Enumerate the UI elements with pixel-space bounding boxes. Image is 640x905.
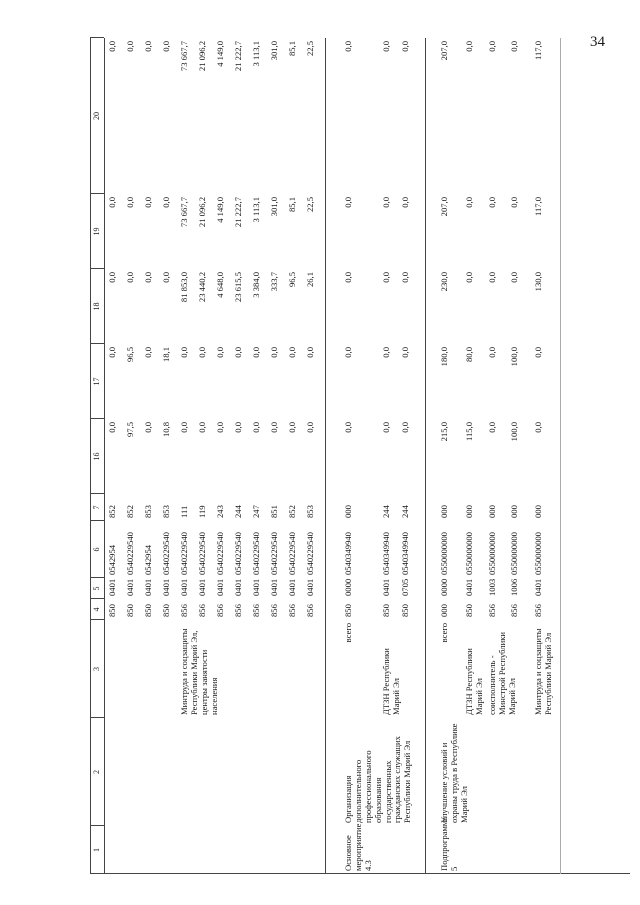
table-cell-c7: 000 — [533, 505, 543, 518]
table-cell-c20: 3 113,1 — [251, 41, 261, 67]
table-cell-c17: 0,0 — [197, 347, 207, 358]
table-cell-c20: 0,0 — [400, 41, 410, 52]
table-cell-c16: 0,0 — [400, 422, 410, 433]
table-cell-c7: 243 — [215, 505, 225, 518]
column-header: 18 — [92, 302, 101, 311]
table-cell-c19: 4 149,0 — [215, 197, 225, 223]
table-cell-c17: 0,0 — [251, 347, 261, 358]
table-cell-c1: Основное мероприятие 4.3 — [343, 823, 373, 871]
table-cell-c3: ДТЗН Республики Марий Эл — [381, 648, 401, 715]
table-cell-c5: 0401 — [251, 578, 261, 596]
table-cell-c6: 0540229540 — [197, 532, 207, 575]
table-cell-c6: 0550000000 — [533, 532, 543, 575]
table-cell-c16: 0,0 — [269, 422, 279, 433]
budget-table — [90, 38, 630, 874]
table-cell-c5: 0705 — [400, 578, 410, 596]
table-cell-c19: 301,0 — [269, 197, 279, 217]
table-cell-c20: 0,0 — [487, 41, 497, 52]
table-cell-c4: 856 — [197, 604, 207, 617]
table-cell-c4: 850 — [400, 604, 410, 617]
table-cell-c17: 0,0 — [143, 347, 153, 358]
table-cell-c17: 96,5 — [125, 347, 135, 363]
table-cell-c19: 0,0 — [343, 197, 353, 208]
table-cell-c6: 0542954 — [143, 544, 153, 575]
table-cell-c20: 207,0 — [439, 41, 449, 61]
table-cell-c5: 0401 — [197, 578, 207, 596]
table-cell-c20: 0,0 — [464, 41, 474, 52]
table-cell-c7: 853 — [143, 505, 153, 518]
table-cell-c4: 850 — [381, 604, 391, 617]
table-cell-c19: 117,0 — [533, 197, 543, 217]
table-top-border — [90, 38, 91, 874]
table-cell-c18: 23 615,5 — [233, 272, 243, 303]
table-cell-c16: 115,0 — [464, 422, 474, 442]
table-cell-c5: 0401 — [143, 578, 153, 596]
table-cell-c17: 18,1 — [161, 347, 171, 363]
table-cell-c16: 0,0 — [143, 422, 153, 433]
table-cell-c5: 0401 — [125, 578, 135, 596]
table-cell-c17: 0,0 — [487, 347, 497, 358]
table-cell-c4: 850 — [464, 604, 474, 617]
table-cell-c18: 333,7 — [269, 272, 279, 292]
table-cell-c7: 244 — [400, 505, 410, 518]
table-cell-c6: 0540349940 — [381, 532, 391, 575]
table-cell-c20: 21 096,2 — [197, 41, 207, 72]
table-cell-c5: 0000 — [343, 578, 353, 596]
table-cell-c5: 0401 — [161, 578, 171, 596]
table-cell-c3: всего — [439, 623, 449, 643]
table-cell-c5: 0401 — [533, 578, 543, 596]
table-cell-c7: 851 — [269, 505, 279, 518]
table-cell-c20: 0,0 — [381, 41, 391, 52]
table-cell-c19: 85,1 — [287, 197, 297, 213]
table-cell-c7: 000 — [439, 505, 449, 518]
header-bottom-border — [104, 38, 105, 874]
table-cell-c16: 10,8 — [161, 422, 171, 438]
table-cell-c6: 0550000000 — [439, 532, 449, 575]
table-cell-c7: 853 — [161, 505, 171, 518]
table-cell-c4: 850 — [161, 604, 171, 617]
table-cell-c2: Улучшение условий и охраны труда в Республике Марий Эл — [439, 723, 469, 823]
table-cell-c6: 0550000000 — [464, 532, 474, 575]
table-cell-c16: 0,0 — [215, 422, 225, 433]
table-cell-c4: 850 — [343, 604, 353, 617]
table-cell-c7: 000 — [343, 505, 353, 518]
table-cell-c18: 0,0 — [464, 272, 474, 283]
column-header: 19 — [92, 227, 101, 236]
table-cell-c4: 000 — [439, 604, 449, 617]
table-cell-c16: 0,0 — [381, 422, 391, 433]
table-cell-c18: 96,5 — [287, 272, 297, 288]
table-left-border — [90, 873, 630, 874]
table-cell-c6: 0540229540 — [251, 532, 261, 575]
table-cell-c20: 0,0 — [343, 41, 353, 52]
table-cell-c20: 22,5 — [305, 41, 315, 57]
table-cell-c20: 0,0 — [107, 41, 117, 52]
table-cell-c5: 0401 — [179, 578, 189, 596]
table-cell-c19: 207,0 — [439, 197, 449, 217]
table-cell-c18: 23 440,2 — [197, 272, 207, 303]
table-cell-c20: 21 222,7 — [233, 41, 243, 72]
group-separator — [425, 38, 426, 874]
table-cell-c5: 0401 — [464, 578, 474, 596]
group-separator — [325, 38, 326, 874]
column-header: 5 — [92, 586, 101, 591]
table-cell-c18: 0,0 — [343, 272, 353, 283]
table-cell-c17: 0,0 — [343, 347, 353, 358]
table-cell-c17: 0,0 — [305, 347, 315, 358]
table-cell-c6: 0550000000 — [509, 532, 519, 575]
table-cell-c19: 22,5 — [305, 197, 315, 213]
table-cell-c5: 0401 — [215, 578, 225, 596]
table-cell-c18: 0,0 — [381, 272, 391, 283]
table-cell-c19: 21 096,2 — [197, 197, 207, 228]
table-cell-c20: 4 149,0 — [215, 41, 225, 67]
table-cell-c6: 0540229540 — [269, 532, 279, 575]
table-cell-c4: 856 — [509, 604, 519, 617]
table-cell-c7: 244 — [381, 505, 391, 518]
table-cell-c16: 97,5 — [125, 422, 135, 438]
table-cell-c3: Минтруда и соцзащиты Республики Марий Эл, центры занятости населения — [179, 628, 219, 715]
table-cell-c5: 0000 — [439, 578, 449, 596]
table-cell-c19: 73 667,7 — [179, 197, 189, 228]
table-cell-c7: 244 — [233, 505, 243, 518]
column-header: 3 — [92, 667, 101, 671]
table-cell-c4: 856 — [215, 604, 225, 617]
table-cell-c16: 0,0 — [487, 422, 497, 433]
table-cell-c3: всего — [343, 623, 353, 643]
table-cell-c16: 0,0 — [305, 422, 315, 433]
table-cell-c19: 0,0 — [464, 197, 474, 208]
page-number: 34 — [590, 34, 605, 50]
table-cell-c6: 0542954 — [107, 544, 117, 575]
table-cell-c18: 0,0 — [487, 272, 497, 283]
table-cell-c19: 0,0 — [487, 197, 497, 208]
table-cell-c1: Подпрограмма 5 — [439, 816, 459, 871]
table-cell-c16: 0,0 — [343, 422, 353, 433]
table-cell-c19: 0,0 — [161, 197, 171, 208]
table-cell-c4: 856 — [533, 604, 543, 617]
table-cell-c3: Минтруда и соцзащиты Республики Марий Эл — [533, 628, 553, 715]
table-cell-c3: соисполнитель - Минстрой Республики Марий Эл — [487, 632, 517, 715]
table-cell-c16: 0,0 — [533, 422, 543, 433]
table-cell-c19: 0,0 — [509, 197, 519, 208]
table-cell-c4: 856 — [305, 604, 315, 617]
table-cell-c7: 000 — [464, 505, 474, 518]
table-cell-c19: 0,0 — [400, 197, 410, 208]
table-cell-c17: 0,0 — [400, 347, 410, 358]
table-cell-c2: Организация дополнительного профессионального образования государственных гражданских служащих Республики Марий Эл — [343, 736, 413, 823]
table-cell-c7: 852 — [125, 505, 135, 518]
table-cell-c4: 856 — [269, 604, 279, 617]
table-cell-c20: 85,1 — [287, 41, 297, 57]
table-cell-c4: 850 — [125, 604, 135, 617]
table-cell-c18: 26,1 — [305, 272, 315, 288]
table-cell-c19: 21 222,7 — [233, 197, 243, 228]
table-cell-c6: 0540349940 — [343, 532, 353, 575]
column-header: 2 — [92, 770, 101, 774]
table-cell-c7: 852 — [287, 505, 297, 518]
table-cell-c17: 100,0 — [509, 347, 519, 367]
table-cell-c6: 0540229540 — [215, 532, 225, 575]
table-cell-c5: 0401 — [287, 578, 297, 596]
table-cell-c7: 852 — [107, 505, 117, 518]
table-cell-c19: 0,0 — [381, 197, 391, 208]
table-cell-c18: 0,0 — [400, 272, 410, 283]
table-cell-c20: 0,0 — [509, 41, 519, 52]
table-cell-c20: 73 667,7 — [179, 41, 189, 72]
table-cell-c6: 0550000000 — [487, 532, 497, 575]
column-header: 20 — [92, 112, 101, 120]
table-cell-c17: 0,0 — [215, 347, 225, 358]
table-cell-c5: 0401 — [233, 578, 243, 596]
table-cell-c17: 0,0 — [233, 347, 243, 358]
table-cell-c7: 247 — [251, 505, 261, 518]
bottom-rule — [560, 38, 561, 874]
table-cell-c18: 0,0 — [107, 272, 117, 283]
table-cell-c16: 0,0 — [251, 422, 261, 433]
table-cell-c20: 301,0 — [269, 41, 279, 61]
column-header: 1 — [92, 848, 101, 852]
table-cell-c17: 0,0 — [533, 347, 543, 358]
column-header: 7 — [92, 505, 101, 510]
table-cell-c6: 0540229540 — [161, 532, 171, 575]
table-cell-c16: 0,0 — [287, 422, 297, 433]
table-cell-c17: 80,0 — [464, 347, 474, 363]
table-cell-c4: 856 — [179, 604, 189, 617]
table-cell-c6: 0540229540 — [125, 532, 135, 575]
table-cell-c4: 850 — [143, 604, 153, 617]
table-cell-c7: 111 — [179, 505, 189, 518]
table-cell-c4: 856 — [487, 604, 497, 617]
table-cell-c17: 0,0 — [179, 347, 189, 358]
table-cell-c6: 0540229540 — [287, 532, 297, 575]
table-cell-c5: 0401 — [269, 578, 279, 596]
table-cell-c5: 0401 — [107, 578, 117, 596]
table-cell-c20: 0,0 — [161, 41, 171, 52]
column-header: 6 — [92, 547, 101, 552]
table-cell-c6: 0540229540 — [179, 532, 189, 575]
table-cell-c20: 0,0 — [125, 41, 135, 52]
table-cell-c5: 0401 — [305, 578, 315, 596]
table-cell-c18: 3 384,0 — [251, 272, 261, 298]
table-cell-c5: 1006 — [509, 578, 519, 596]
table-cell-c6: 0540229540 — [233, 532, 243, 575]
table-cell-c16: 0,0 — [179, 422, 189, 433]
table-cell-c20: 117,0 — [533, 41, 543, 61]
table-cell-c6: 0540229540 — [305, 532, 315, 575]
table-cell-c19: 3 113,1 — [251, 197, 261, 223]
table-cell-c17: 0,0 — [287, 347, 297, 358]
table-cell-c4: 856 — [251, 604, 261, 617]
table-cell-c16: 215,0 — [439, 422, 449, 442]
table-cell-c16: 0,0 — [233, 422, 243, 433]
table-cell-c17: 0,0 — [381, 347, 391, 358]
table-cell-c19: 0,0 — [107, 197, 117, 208]
table-cell-c19: 0,0 — [125, 197, 135, 208]
table-cell-c16: 0,0 — [107, 422, 117, 433]
table-cell-c18: 230,0 — [439, 272, 449, 292]
table-cell-c17: 0,0 — [269, 347, 279, 358]
table-cell-c4: 856 — [287, 604, 297, 617]
table-cell-c18: 81 853,0 — [179, 272, 189, 303]
column-header: 4 — [92, 607, 101, 612]
table-cell-c18: 0,0 — [509, 272, 519, 283]
table-cell-c16: 100,0 — [509, 422, 519, 442]
table-cell-c17: 180,0 — [439, 347, 449, 367]
table-cell-c7: 853 — [305, 505, 315, 518]
table-cell-c16: 0,0 — [197, 422, 207, 433]
table-cell-c18: 4 648,0 — [215, 272, 225, 298]
table-cell-c5: 1003 — [487, 578, 497, 596]
table-cell-c20: 0,0 — [143, 41, 153, 52]
table-cell-c7: 119 — [197, 505, 207, 518]
table-cell-c7: 000 — [509, 505, 519, 518]
table-cell-c18: 0,0 — [125, 272, 135, 283]
table-cell-c4: 856 — [233, 604, 243, 617]
table-cell-c6: 0540349940 — [400, 532, 410, 575]
table-cell-c7: 000 — [487, 505, 497, 518]
column-header: 17 — [92, 377, 101, 386]
table-cell-c4: 850 — [107, 604, 117, 617]
table-cell-c5: 0401 — [381, 578, 391, 596]
column-header: 16 — [92, 452, 101, 461]
table-cell-c19: 0,0 — [143, 197, 153, 208]
table-cell-c18: 0,0 — [143, 272, 153, 283]
table-cell-c18: 130,0 — [533, 272, 543, 292]
table-cell-c17: 0,0 — [107, 347, 117, 358]
table-cell-c3: ДТЗН Республики Марий Эл — [464, 648, 484, 715]
table-cell-c18: 0,0 — [161, 272, 171, 283]
